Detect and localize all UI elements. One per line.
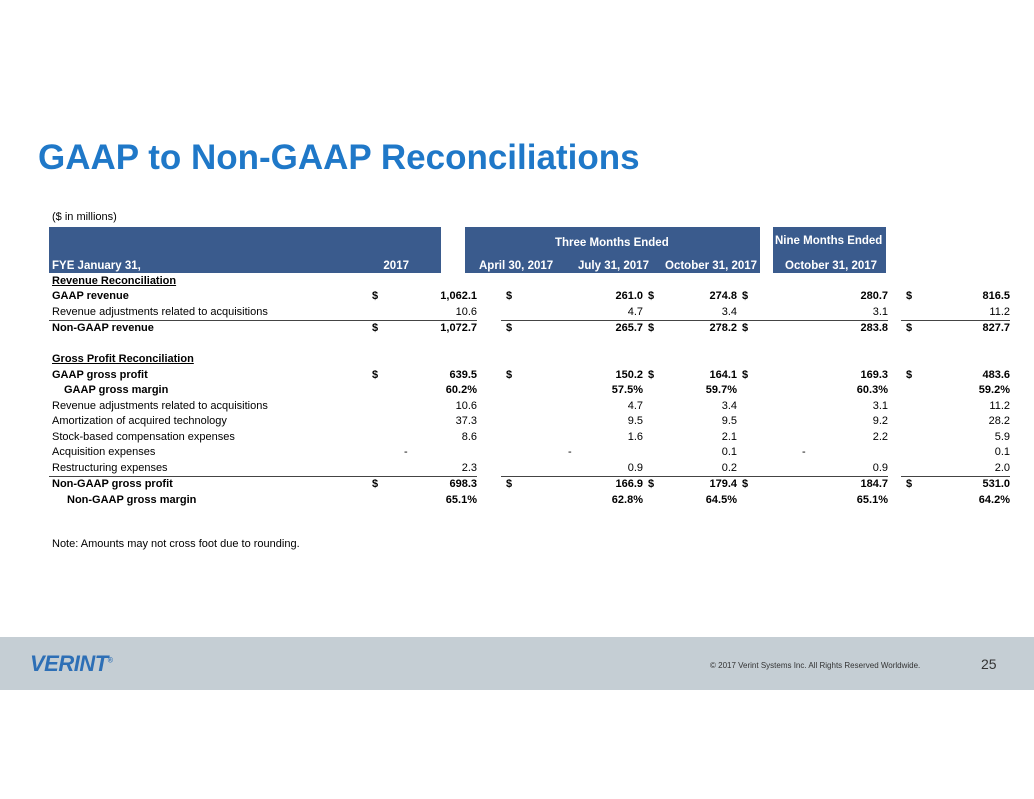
cell-value: 37.3 [455, 415, 477, 428]
registered-mark: ® [107, 657, 113, 665]
currency-symbol: $ [648, 322, 655, 335]
cell-value: 3.4 [662, 304, 737, 320]
cell-value: 0.2 [662, 460, 737, 476]
cell-value: 11.2 [920, 304, 1010, 320]
verint-logo [30, 651, 112, 677]
row-label: Restructuring expenses [49, 460, 367, 476]
cell-value: 59.2% [978, 384, 1010, 397]
nine-months-header: Nine Months Ended [775, 235, 883, 247]
cell-value: 65.1% [445, 493, 477, 506]
col-apr-header: April 30, 2017 [479, 260, 554, 272]
table-row [49, 460, 1010, 476]
table-row [49, 367, 1010, 383]
cell-value: 2.3 [386, 460, 477, 476]
cell-value: 639.5 [449, 368, 477, 381]
table-row [49, 273, 1010, 289]
row-label: Revenue Reconciliation [52, 274, 177, 287]
cell-value: - [568, 446, 572, 459]
currency-symbol: $ [506, 322, 513, 335]
cell-value: 9.5 [721, 415, 737, 428]
row-label: Acquisition expenses [52, 446, 156, 459]
spacer-row [49, 336, 1010, 352]
page-number: 25 [981, 656, 997, 672]
row-label: Stock-based compensation expenses [52, 430, 235, 443]
currency-symbol: $ [742, 478, 749, 491]
page-title: GAAP to Non-GAAP Reconciliations [38, 138, 640, 177]
cell-value: 1.6 [627, 430, 643, 443]
row-label: GAAP gross profit [52, 368, 148, 381]
cell-value: 280.7 [860, 290, 888, 303]
cell-value: 60.3% [856, 384, 888, 397]
cell-value: - [802, 446, 806, 459]
cell-value: 164.1 [709, 368, 737, 381]
cell-value: 62.8% [611, 493, 643, 506]
cell-value: 283.8 [860, 322, 888, 335]
row-label: Non-GAAP gross profit [52, 478, 173, 491]
units-label: ($ in millions) [52, 211, 117, 223]
cell-value: 169.3 [860, 368, 888, 381]
row-label: Revenue adjustments related to acquisitions [52, 399, 268, 412]
cell-value: 28.2 [988, 415, 1010, 428]
cell-value: 531.0 [982, 478, 1010, 491]
col-oct-header: October 31, 2017 [665, 260, 758, 272]
table-row [49, 476, 1010, 492]
row-label: Revenue adjustments related to acquisitions [49, 304, 367, 320]
cell-value: 278.2 [709, 322, 737, 335]
currency-symbol: $ [906, 322, 913, 335]
cell-value: 64.5% [705, 493, 737, 506]
copyright-text: © 2017 Verint Systems Inc. All Rights Reserved Worldwide. [710, 661, 921, 670]
cell-value: 2.1 [721, 430, 737, 443]
currency-symbol: $ [372, 290, 379, 303]
cell-value: 1,062.1 [440, 290, 477, 303]
row-label: GAAP gross margin [64, 384, 169, 397]
currency-symbol: $ [906, 368, 913, 381]
cell-value: 816.5 [982, 290, 1010, 303]
cell-value: 4.7 [627, 399, 643, 412]
row-label: Amortization of acquired technology [52, 415, 227, 428]
footnote: Note: Amounts may not cross foot due to rounding. [52, 538, 300, 550]
cell-value: 698.3 [449, 478, 477, 491]
cell-value: 64.2% [978, 493, 1010, 506]
cell-value: 65.1% [856, 493, 888, 506]
currency-symbol: $ [648, 290, 655, 303]
cell-value: 10.6 [455, 399, 477, 412]
table-row [49, 398, 1010, 414]
currency-symbol: $ [906, 290, 913, 303]
currency-symbol: $ [648, 368, 655, 381]
col-2017-header: 2017 [383, 260, 409, 272]
table-row [49, 383, 1010, 399]
cell-value: 265.7 [615, 322, 643, 335]
currency-symbol: $ [372, 368, 379, 381]
row-label: Non-GAAP revenue [52, 322, 154, 335]
table-header-three-months [465, 227, 760, 273]
cell-value: 166.9 [615, 478, 643, 491]
cell-value: 57.5% [611, 384, 643, 397]
cell-value: 2.0 [920, 460, 1010, 476]
table-row [49, 320, 1010, 336]
cell-value: 827.7 [982, 322, 1010, 335]
cell-value: 150.2 [615, 368, 643, 381]
cell-value: 261.0 [615, 290, 643, 303]
cell-value: 0.1 [994, 446, 1010, 459]
cell-value: 11.2 [989, 399, 1010, 412]
cell-value: 9.5 [627, 415, 643, 428]
reconciliation-table [49, 273, 1010, 508]
cell-value: 5.9 [994, 430, 1010, 443]
table-row [49, 429, 1010, 445]
cell-value: 274.8 [709, 290, 737, 303]
table-row [49, 304, 1010, 320]
table-row [49, 445, 1010, 461]
cell-value: 1,072.7 [440, 322, 477, 335]
table-header-main [49, 227, 441, 273]
col-jul-header: July 31, 2017 [578, 260, 649, 272]
row-label: Non-GAAP gross margin [67, 493, 197, 506]
cell-value: 0.9 [756, 460, 888, 476]
cell-value: 3.1 [872, 399, 888, 412]
cell-value: - [404, 446, 408, 459]
cell-value: 4.7 [520, 304, 643, 320]
currency-symbol: $ [742, 322, 749, 335]
row-label: Gross Profit Reconciliation [52, 353, 194, 366]
currency-symbol: $ [648, 478, 655, 491]
cell-value: 3.4 [721, 399, 737, 412]
cell-value: 0.9 [520, 460, 643, 476]
footer-bar [0, 637, 1034, 690]
three-months-header: Three Months Ended [555, 237, 669, 249]
currency-symbol: $ [506, 290, 513, 303]
cell-value: 60.2% [445, 384, 477, 397]
cell-value: 9.2 [872, 415, 888, 428]
table-header-nine-months [773, 227, 886, 273]
currency-symbol: $ [372, 322, 379, 335]
cell-value: 483.6 [982, 368, 1010, 381]
cell-value: 8.6 [461, 430, 477, 443]
cell-value: 10.6 [386, 304, 477, 320]
table-row [49, 414, 1010, 430]
logo-wordmark: VERINT [30, 651, 108, 676]
currency-symbol: $ [506, 368, 513, 381]
cell-value: 179.4 [709, 478, 737, 491]
table-row [49, 352, 1010, 368]
currency-symbol: $ [372, 478, 379, 491]
cell-value: 0.1 [721, 446, 737, 459]
cell-value: 2.2 [872, 430, 888, 443]
cell-value: 184.7 [860, 478, 888, 491]
table-row [49, 492, 1010, 508]
row-label: GAAP revenue [52, 290, 129, 303]
cell-value: 3.1 [756, 304, 888, 320]
currency-symbol: $ [906, 478, 913, 491]
table-row [49, 289, 1010, 305]
col-nine-oct-header: October 31, 2017 [785, 260, 878, 272]
cell-value: 59.7% [705, 384, 737, 397]
currency-symbol: $ [742, 290, 749, 303]
currency-symbol: $ [742, 368, 749, 381]
currency-symbol: $ [506, 478, 513, 491]
fye-label: FYE January 31, [52, 260, 141, 272]
